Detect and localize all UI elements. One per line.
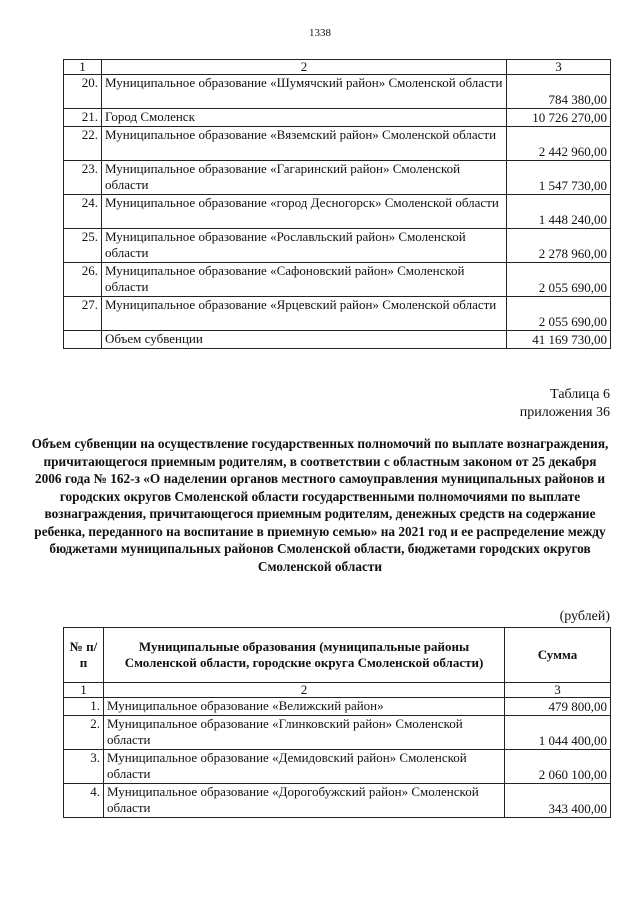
total-sum: 41 169 730,00 (507, 331, 611, 349)
column-index-3: 3 (507, 60, 611, 75)
row-name: Муниципальное образование «город Десногорск» Смоленской области (102, 195, 507, 229)
table-row (64, 784, 611, 818)
row-number: 20. (64, 75, 102, 109)
table-row (64, 229, 611, 263)
row-number: 22. (64, 127, 102, 161)
column-index-2: 2 (104, 683, 505, 698)
appendix-reference: приложения 36 (519, 405, 610, 420)
row-name: Город Смоленск (102, 109, 507, 127)
row-sum: 343 400,00 (505, 784, 611, 818)
row-name: Муниципальное образование «Демидовский район» Смоленской области (104, 750, 505, 784)
row-sum: 784 380,00 (507, 75, 611, 109)
row-sum: 479 800,00 (505, 698, 611, 716)
row-number: 1. (64, 698, 104, 716)
row-number (64, 331, 102, 349)
row-sum: 2 055 690,00 (507, 297, 611, 331)
table-row (64, 161, 611, 195)
row-number: 2. (64, 716, 104, 750)
table-header-row (64, 628, 611, 683)
table-row (64, 297, 611, 331)
row-number: 3. (64, 750, 104, 784)
row-name: Муниципальное образование «Рославльский район» Смоленской области (102, 229, 507, 263)
total-label: Объем субвенции (102, 331, 507, 349)
column-index-1: 1 (64, 60, 102, 75)
table-title: Объем субвенции на осуществление государственных полномочий по выплате вознаграждения, причитающегося приемным родителям, в соответствии с областным законом от 25 декабря 2006 года № 162-з «О наделении органов местного самоуправления муниципальных районов и городских округов Смоленской области государственными полномочиями по выплате вознаграждения, причитающегося приемным родителям, денежных средств на содержание ребенка, переданного на воспитание в приемную семью» на 2021 год и ее распределение между бюджетами муниципальных районов Смоленской области, бюджетами городских округов Смоленской области (31, 436, 609, 574)
row-sum: 2 442 960,00 (507, 127, 611, 161)
row-sum: 1 044 400,00 (505, 716, 611, 750)
row-number: 25. (64, 229, 102, 263)
row-name: Муниципальное образование «Дорогобужский район» Смоленской области (104, 784, 505, 818)
row-name: Муниципальное образование «Вяземский район» Смоленской области (102, 127, 507, 161)
row-number: 24. (64, 195, 102, 229)
column-header-sum: Сумма (505, 628, 611, 683)
table-row (64, 75, 611, 109)
page-number: 1338 (309, 27, 331, 39)
table-row (64, 698, 611, 716)
row-name: Муниципальное образование «Сафоновский район» Смоленской области (102, 263, 507, 297)
row-number: 23. (64, 161, 102, 195)
row-name: Муниципальное образование «Глинковский район» Смоленской области (104, 716, 505, 750)
row-sum: 2 278 960,00 (507, 229, 611, 263)
table-row (64, 716, 611, 750)
row-name: Муниципальное образование «Гагаринский район» Смоленской области (102, 161, 507, 195)
row-name: Муниципальное образование «Шумячский район» Смоленской области (102, 75, 507, 109)
row-sum: 2 060 100,00 (505, 750, 611, 784)
row-number: 26. (64, 263, 102, 297)
column-header-municipality: Муниципальные образования (муниципальные районы Смоленской области, городские округа Смоленской области) (104, 628, 505, 683)
row-sum: 10 726 270,00 (507, 109, 611, 127)
table-row (64, 263, 611, 297)
row-sum: 2 055 690,00 (507, 263, 611, 297)
row-name: Муниципальное образование «Велижский район» (104, 698, 505, 716)
row-sum: 1 547 730,00 (507, 161, 611, 195)
row-name: Муниципальное образование «Ярцевский район» Смоленской области (102, 297, 507, 331)
row-number: 4. (64, 784, 104, 818)
row-sum: 1 448 240,00 (507, 195, 611, 229)
column-index-2: 2 (102, 60, 507, 75)
column-index-row (64, 683, 611, 698)
total-row (64, 331, 611, 349)
table-row (64, 195, 611, 229)
row-number: 27. (64, 297, 102, 331)
table-row (64, 109, 611, 127)
table-header-row (64, 60, 611, 75)
row-number: 21. (64, 109, 102, 127)
column-index-3: 3 (505, 683, 611, 698)
table-row (64, 127, 611, 161)
distribution-table-continued (63, 59, 611, 349)
table-number: Таблица 6 (550, 387, 610, 402)
units-label: (рублей) (559, 609, 610, 624)
column-index-1: 1 (64, 683, 104, 698)
distribution-table (63, 627, 611, 818)
column-header-number: № п/п (64, 628, 104, 683)
table-label (520, 386, 610, 422)
table-row (64, 750, 611, 784)
